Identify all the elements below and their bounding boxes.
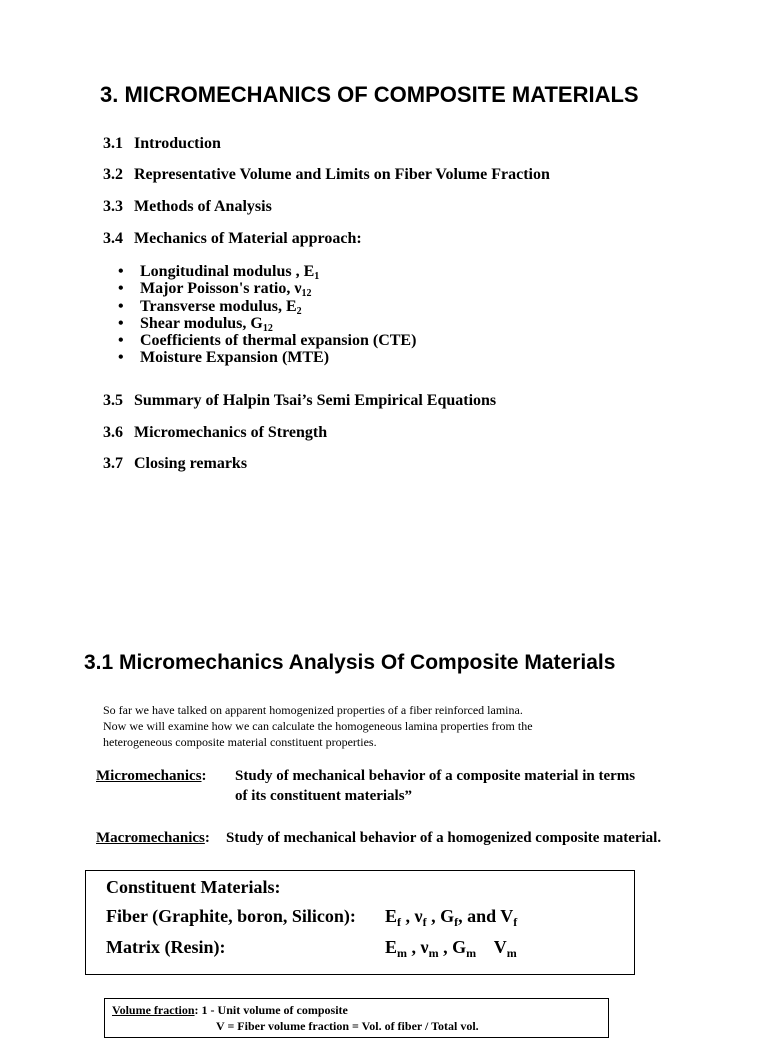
bullet-item: • Coefficients of thermal expansion (CTE): [118, 332, 417, 350]
toc-label: Summary of Halpin Tsai’s Semi Empirical Equations: [134, 392, 497, 409]
toc-label: Micromechanics of Strength: [134, 424, 328, 441]
bullet-dot: •: [118, 349, 124, 367]
toc-number: 3.5: [103, 392, 123, 409]
bullet-item: • Longitudinal modulus , $E_1$: [118, 263, 320, 282]
toc-number: 3.2: [103, 166, 123, 183]
micromechanics-definition: Micromechanics:: [96, 768, 207, 784]
toc-item-3-3: [103, 198, 272, 216]
constituent-materials-box: [85, 870, 635, 975]
matrix-properties: $E_m$ , $\nu_m$ , $G_m$ $V_m$: [385, 937, 517, 960]
toc-number: 3.1: [103, 135, 123, 152]
toc-item-3-7: [103, 455, 247, 473]
macromechanics-text: Study of mechanical behavior of a homogenized composite material.: [226, 830, 662, 846]
section-title: 3.1 Micromechanics Analysis Of Composite Materials: [84, 651, 616, 674]
micromechanics-term: Micromechanics: [96, 768, 202, 784]
toc-number: 3.7: [103, 455, 123, 472]
toc-item-3-1: [103, 135, 221, 153]
bullet-item: • Shear modulus, $G_{12}$: [118, 314, 273, 334]
bullet-item: • Moisture Expansion (MTE): [118, 349, 330, 367]
matrix-row: [106, 937, 517, 960]
toc-number: 3.4: [103, 230, 123, 247]
bullet-dot: •: [118, 332, 124, 350]
toc-label: Mechanics of Material approach:: [134, 230, 362, 247]
bullet-dot: •: [118, 314, 124, 332]
bullet-item: • Major Poisson's ratio, $\nu_{12}$: [118, 280, 312, 300]
fiber-row: [106, 906, 518, 929]
bullet-list: [118, 263, 416, 367]
bullet-item: • Transverse modulus, $E_2$: [118, 297, 302, 317]
intro-line: heterogeneous composite material constituent properties.: [103, 735, 377, 749]
bullet-dot: •: [118, 263, 124, 280]
toc-number: 3.3: [103, 198, 123, 215]
chapter-title: 3. MICROMECHANICS OF COMPOSITE MATERIALS: [100, 82, 639, 107]
volume-fraction-term: Volume fraction: [112, 1003, 195, 1017]
toc-label: Methods of Analysis: [134, 198, 272, 215]
toc-item-3-5: [103, 392, 496, 410]
intro-line: So far we have talked on apparent homogenized properties of a fiber reinforced lamina.: [103, 703, 523, 717]
macromechanics-definition: Macromechanics:: [96, 830, 210, 846]
intro-paragraph: [103, 702, 663, 750]
toc-item-3-2: [103, 166, 550, 184]
fiber-properties: $E_f$ , $\nu_f$ , $G_f$, and $V_f$: [385, 906, 518, 929]
toc-item-3-6: [103, 424, 327, 442]
fiber-label: Fiber (Graphite, boron, Silicon):: [106, 906, 356, 926]
bullet-dot: •: [118, 280, 124, 298]
toc-number: 3.6: [103, 424, 123, 441]
constituents-heading: Constituent Materials:: [106, 877, 281, 897]
toc-label: Introduction: [134, 135, 221, 152]
volume-fraction-line-1: Volume fraction: 1 - Unit volume of composite: [112, 1003, 348, 1017]
toc-item-3-4: [103, 230, 362, 248]
bullet-dot: •: [118, 297, 124, 315]
toc-label: Representative Volume and Limits on Fiber Volume Fraction: [134, 166, 550, 183]
micromechanics-text-line-2: of its constituent materials”: [235, 788, 413, 804]
toc-label: Closing remarks: [134, 455, 248, 472]
micromechanics-text-line-1: Study of mechanical behavior of a composite material in terms: [235, 768, 636, 784]
matrix-label: Matrix (Resin):: [106, 937, 226, 957]
volume-fraction-box: [104, 998, 609, 1038]
volume-fraction-line-2: V = Fiber volume fraction = Vol. of fiber / Total vol.: [216, 1019, 479, 1033]
intro-line: Now we will examine how we can calculate the homogeneous lamina properties from the: [103, 719, 533, 733]
macromechanics-term: Macromechanics: [96, 830, 205, 846]
